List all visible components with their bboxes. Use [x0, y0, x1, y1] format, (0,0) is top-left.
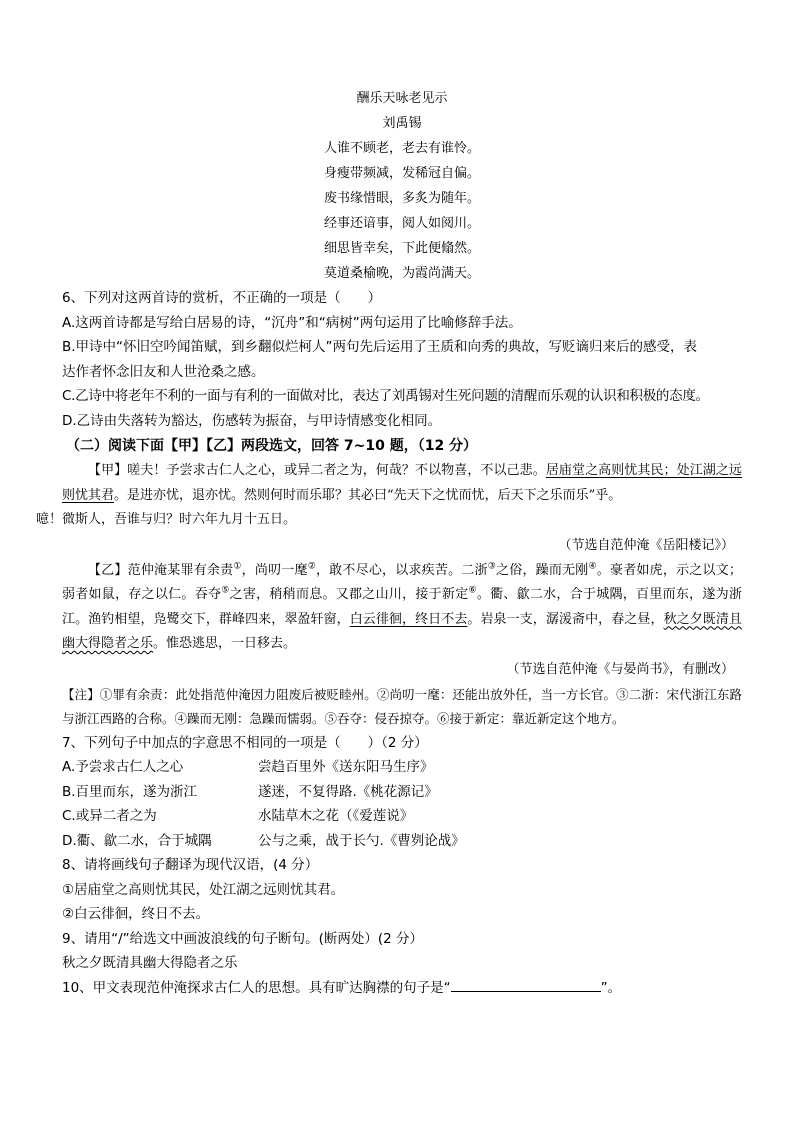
underlined-sentence: 居庙堂之高则忧其民；处: [545, 463, 690, 478]
passage-jia-text: 【甲】嗟夫！予尝求古仁人之心，或异二者之为，何哉？不以物喜，不以己悲。: [88, 463, 546, 478]
question-9-stem: 9、请用“/”给选文中画波浪线的句子断句。(断两处）(2 分）: [62, 930, 424, 947]
option-left: A.予尝求古仁人之心: [62, 759, 184, 775]
passage-yi: [62, 559, 742, 657]
footnote-marker: ②: [307, 561, 316, 572]
question-7-option-row: [62, 755, 742, 780]
poem-line: 经事还谙事，阅人如阅川。: [323, 216, 480, 231]
passage-yi-text: ，尚叨一麾: [241, 562, 308, 578]
question-6-stem: 6、下列对这两首诗的赏析，不正确的一项是（ ）: [62, 290, 382, 306]
poem-author: 刘禹锡: [382, 116, 422, 131]
question-8-item: ②白云徘徊，终日不去。: [62, 906, 210, 922]
poem-line: 细思皆幸矣，下此便翛然。: [323, 241, 480, 256]
passage-jia-text: 。是进亦忧，退亦忧。然则何时而乐耶？其必曰“先天下之忧而忧，后天下之乐而乐”乎。: [114, 487, 622, 503]
poem-line: 莫道桑榆晚，为霞尚满天。: [323, 266, 480, 281]
passage-yi-text: 。豪者如虎，示之以文；弱者如鼠，存之以仁。吞夺: [62, 562, 742, 602]
question-6-option-d: D.乙诗由失落转为豁达，伤感转为振奋，与甲诗情感变化相同。: [62, 412, 442, 429]
footnote-marker: ④: [588, 561, 597, 572]
passage-yi-text: 。惟恐逃思，一日移去。: [153, 636, 297, 651]
question-6-option-c: C.乙诗中将老年不利的一面与有利的一面做对比，表达了刘禹锡对生死问题的清醒而乐观的认识和积极的态度。: [62, 388, 709, 404]
passage-jia-source: （节选自范仲淹《岳阳楼记》）: [558, 537, 734, 553]
exam-page: [36, 86, 742, 1000]
poem-line: 身瘦带频减，发稀冠自偏。: [323, 166, 480, 181]
passage-jia-text: 噫！微斯人，吾谁与归？时六年九月十五日。: [36, 512, 297, 527]
question-10-stem: 10、甲文表现范仲淹探求古仁人的思想。具有旷达胸襟的句子是“: [62, 979, 451, 996]
section-2-heading: （二）阅读下面【甲】【乙】两段选文，回答 7~10 题，（12 分）: [66, 438, 478, 454]
passage-yi-text: 【乙】范仲淹某罪有余责: [88, 562, 234, 578]
question-7-option-row: [62, 804, 742, 829]
passage-yi-text: ，敢不尽心，以求疾苦。二浙: [315, 562, 488, 578]
wavy-underlined-sentence: 秋之夕既清且幽大得隐者之乐: [62, 611, 742, 651]
footnote-marker: ⑤: [221, 585, 230, 596]
question-6-option-b-cont: 达作者怀念旧友和人世沧桑之感。: [62, 363, 265, 380]
passage-yi-text: 。岩泉一支，潺湲斋中，春之昼，: [467, 611, 664, 627]
option-right: 水陆草木之花（《爱莲说》: [258, 808, 414, 824]
question-8-stem: 8、请将画线句子翻译为现代汉语，(4 分）: [62, 857, 319, 873]
poem-title: 酬乐天咏老见示: [356, 91, 448, 106]
footnote-marker: ①: [233, 561, 242, 572]
answer-blank[interactable]: [451, 977, 601, 992]
passage-yi-text: 之俗，躁而无刚: [496, 562, 589, 578]
poem-block: [62, 86, 742, 286]
option-right: 公与之乘，战于长勺.《曹刿论战》: [258, 832, 465, 849]
footnote-marker: ③: [487, 561, 497, 572]
question-6-option-a: A.这两首诗都是写给白居易的诗，“沉舟”和“病树”两句运用了比喻修辞手法。: [62, 314, 522, 331]
footnote-marker: ⑥: [468, 585, 477, 596]
question-7-stem: 7、下列句子中加点的字意思不相同的一项是（ ）（2 分）: [62, 734, 428, 751]
passage-yi-text: 。衢、歙二水，合于城隅，百里而东，遂为浙江。渔钓相望，凫鹭交下，群峰四来，翠盈轩窗，: [62, 587, 742, 627]
question-8-item: ①居庙堂之高则忧其民，处江湖之远则忧其君。: [62, 881, 345, 898]
annotation-note: 【注】①罪有余责：此处指范仲淹因力阻废后被贬睦州。②尚叨一麾：还能出放外任，当一方长官。③二浙：宋代浙江东路与浙江西路的合称。④躁而无刚：急躁而懦弱。⑤吞夺：侵吞掠夺。⑥接于新定：靠近新定这个地方。: [62, 686, 742, 726]
passage-yi-text: 之害，稍稍而息。又郡之山川，接于新定: [229, 587, 469, 602]
underlined-sentence: 白云徘徊，终日不去: [349, 611, 468, 627]
question-10: [62, 976, 742, 1001]
option-left: B.百里而东，遂为浙江: [62, 783, 198, 800]
option-left: C.或异二者之为: [62, 808, 157, 824]
question-7-option-row: [62, 780, 742, 805]
question-9-sentence: 秋之夕既清具幽大得隐者之乐: [62, 955, 238, 971]
question-10-stem-end: ”。: [600, 979, 622, 996]
passage-yi-source: （节选自范仲淹《与晏尚书》，有删改）: [506, 661, 734, 677]
passage-jia: [36, 459, 742, 533]
poem-line: 废书缘惜眼，多炙为随年。: [323, 191, 480, 206]
question-7-option-row: [62, 829, 742, 854]
option-right: 遂迷，不复得路.《桃花源记》: [258, 783, 438, 800]
option-right: 尝趋百里外《送东阳马生序》: [258, 759, 434, 775]
question-6-option-b: B.甲诗中“怀旧空吟闻笛赋，到乡翻似烂柯人”两句先后运用了王质和向秀的典故，写贬谪归来后的感受，表: [62, 339, 698, 355]
option-left: D.衢、歙二水，合于城隅: [62, 832, 212, 849]
underlined-sentence: 江湖之远则忧其君: [62, 463, 742, 503]
poem-line: 人谁不顾老，老去有谁怜。: [323, 141, 480, 156]
